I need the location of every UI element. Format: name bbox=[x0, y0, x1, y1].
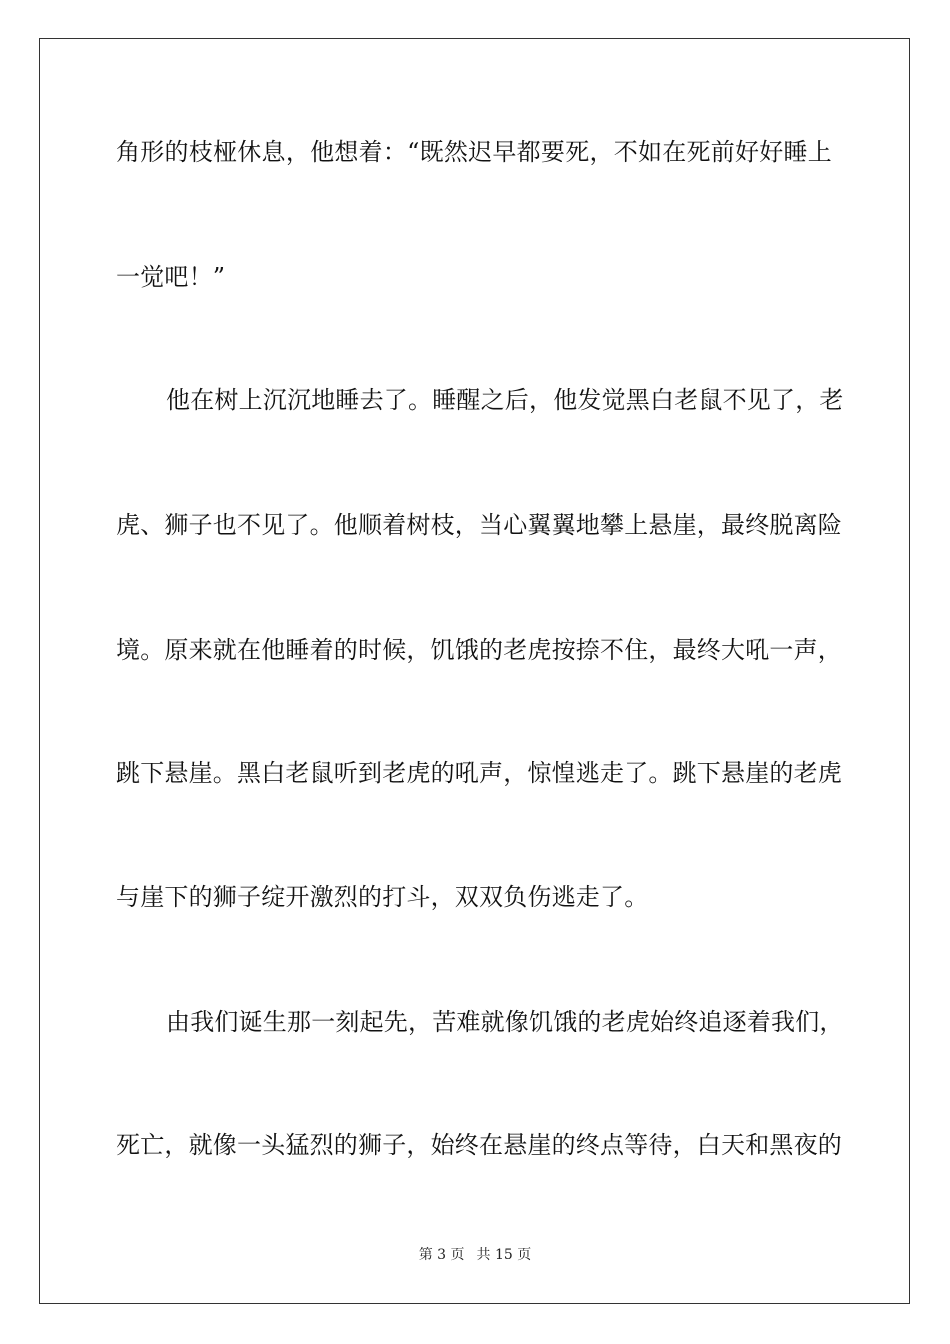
page-border bbox=[39, 38, 910, 1304]
page-footer bbox=[0, 1246, 950, 1264]
text-line-8: 由我们诞生那一刻起先，苦难就像饥饿的老虎始终追逐着我们， bbox=[166, 1008, 844, 1036]
text-line-5: 境。原来就在他睡着的时候，饥饿的老虎按捺不住，最终大吼一声， bbox=[116, 636, 842, 664]
page-total: 共 15 页 bbox=[476, 1247, 532, 1263]
text-line-3: 他在树上沉沉地睡去了。睡醒之后，他发觉黑白老鼠不见了，老 bbox=[166, 386, 844, 414]
text-line-6: 跳下悬崖。黑白老鼠听到老虎的吼声，惊惶逃走了。跳下悬崖的老虎 bbox=[116, 759, 842, 787]
text-line-9: 死亡，就像一头猛烈的狮子，始终在悬崖的终点等待，白天和黑夜的 bbox=[116, 1131, 842, 1159]
text-line-2: 一觉吧！” bbox=[116, 263, 226, 291]
text-line-1: 角形的枝桠休息，他想着：“既然迟早都要死，不如在死前好好睡上 bbox=[116, 138, 832, 166]
text-line-4: 虎、狮子也不见了。他顺着树枝，当心翼翼地攀上悬崖，最终脱离险 bbox=[116, 511, 842, 539]
page-number: 第 3 页 bbox=[418, 1247, 465, 1263]
text-line-7: 与崖下的狮子绽开激烈的打斗，双双负伤逃走了。 bbox=[116, 883, 649, 911]
